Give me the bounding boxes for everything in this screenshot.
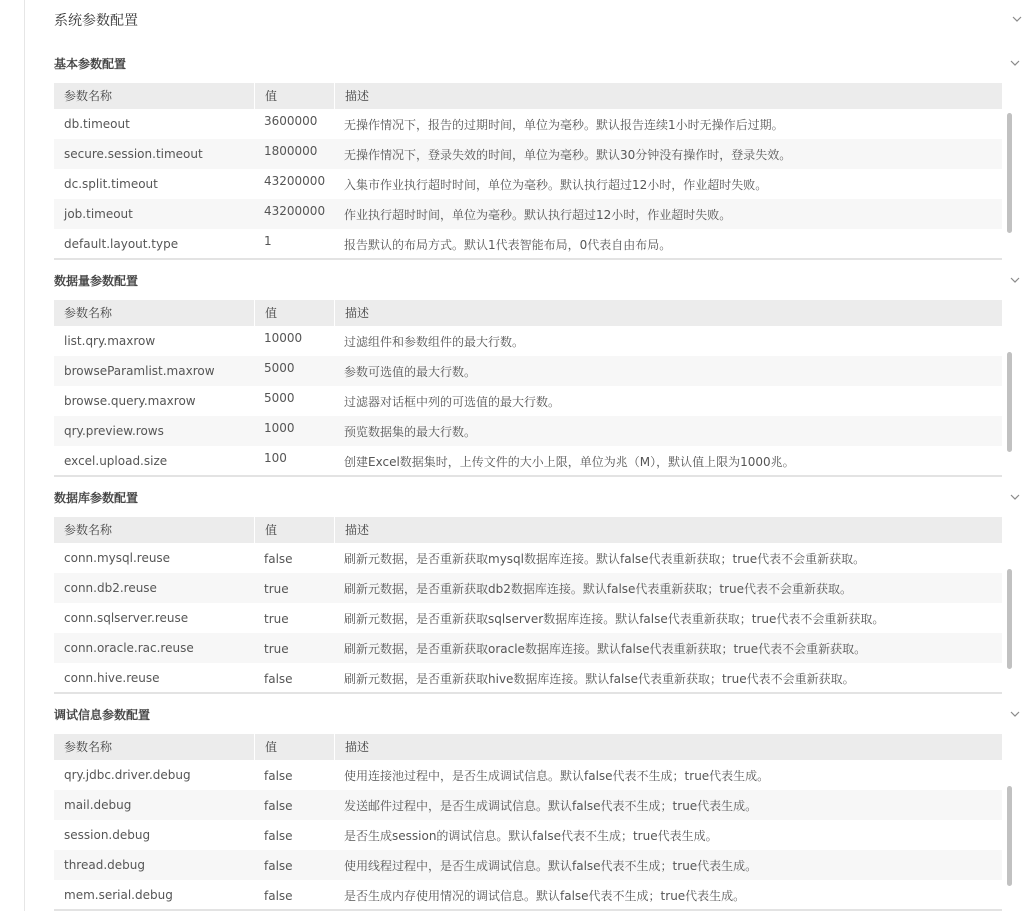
table-header xyxy=(54,517,1002,543)
table-row[interactable] xyxy=(54,199,1002,229)
param-name: session.debug xyxy=(64,828,151,842)
table-row[interactable] xyxy=(54,760,1002,790)
param-value: true xyxy=(264,642,289,656)
param-section xyxy=(54,269,1022,483)
param-description: 报告默认的布局方式。默认1代表智能布局，0代表自由布局。 xyxy=(344,238,672,252)
column-header-value[interactable]: 值 xyxy=(254,517,334,543)
param-name: conn.oracle.rac.reuse xyxy=(64,641,194,655)
table-row[interactable] xyxy=(54,880,1002,910)
param-value: 10000 xyxy=(264,331,303,345)
table-row[interactable] xyxy=(54,229,1002,259)
param-value: 43200000 xyxy=(264,204,326,218)
param-description: 入集市作业执行超时时间，单位为毫秒。默认执行超过12小时，作业超时失败。 xyxy=(344,178,768,192)
param-description: 刷新元数据，是否重新获取sqlserver数据库连接。默认false代表重新获取；true代表不会重新获取。 xyxy=(344,612,885,626)
column-header-name[interactable]: 参数名称 xyxy=(64,89,113,103)
table-header xyxy=(54,300,1002,326)
table-row[interactable] xyxy=(54,790,1002,820)
param-table xyxy=(54,83,1002,263)
table-row[interactable] xyxy=(54,416,1002,446)
column-header-desc[interactable]: 描述 xyxy=(334,300,1002,326)
column-header-name[interactable]: 参数名称 xyxy=(64,523,113,537)
table-row[interactable] xyxy=(54,446,1002,476)
param-name: list.qry.maxrow xyxy=(64,334,156,348)
table-scrollbar-thumb[interactable] xyxy=(1007,113,1012,233)
table-row[interactable] xyxy=(54,850,1002,880)
param-value: false xyxy=(264,672,293,686)
param-value: 1800000 xyxy=(264,144,318,158)
param-name: conn.sqlserver.reuse xyxy=(64,611,189,625)
section-title: 调试信息参数配置 xyxy=(54,708,151,722)
param-name: qry.jdbc.driver.debug xyxy=(64,768,191,782)
param-description: 刷新元数据，是否重新获取hive数据库连接。默认false代表重新获取；true代表不会重新获取。 xyxy=(344,672,855,686)
page-header xyxy=(54,0,1022,38)
param-description: 过滤组件和参数组件的最大行数。 xyxy=(344,335,525,349)
param-name: dc.split.timeout xyxy=(64,177,158,191)
param-description: 预览数据集的最大行数。 xyxy=(344,425,477,439)
column-header-value[interactable]: 值 xyxy=(254,83,334,109)
param-description: 是否生成内存使用情况的调试信息。默认false代表不生成；true代表生成。 xyxy=(344,889,746,903)
param-value: false xyxy=(264,829,293,843)
param-table xyxy=(54,734,1002,914)
param-name: conn.mysql.reuse xyxy=(64,551,171,565)
param-value: 43200000 xyxy=(264,174,326,188)
param-value: 1000 xyxy=(264,421,295,435)
param-value: 5000 xyxy=(264,361,295,375)
param-section xyxy=(54,52,1022,266)
table-row[interactable] xyxy=(54,169,1002,199)
table-row[interactable] xyxy=(54,386,1002,416)
param-description: 作业执行超时时间，单位为毫秒。默认执行超过12小时，作业超时失败。 xyxy=(344,208,732,222)
param-description: 过滤器对话框中列的可选值的最大行数。 xyxy=(344,395,561,409)
column-header-desc[interactable]: 描述 xyxy=(334,83,1002,109)
table-row[interactable] xyxy=(54,820,1002,850)
table-row[interactable] xyxy=(54,109,1002,139)
column-header-name[interactable]: 参数名称 xyxy=(64,306,113,320)
table-row[interactable] xyxy=(54,356,1002,386)
param-name: thread.debug xyxy=(64,858,145,872)
section-title: 基本参数配置 xyxy=(54,57,127,71)
param-description: 刷新元数据，是否重新获取mysql数据库连接。默认false代表重新获取；true代表不会重新获取。 xyxy=(344,552,866,566)
param-description: 无操作情况下，报告的过期时间，单位为毫秒。默认报告连续1小时无操作后过期。 xyxy=(344,118,784,132)
param-section xyxy=(54,486,1022,700)
section-collapse-chevron-icon[interactable] xyxy=(1010,709,1020,719)
param-name: excel.upload.size xyxy=(64,454,168,468)
param-description: 刷新元数据，是否重新获取oracle数据库连接。默认false代表重新获取；true代表不会重新获取。 xyxy=(344,642,867,656)
left-gutter xyxy=(0,0,25,911)
param-name: browseParamlist.maxrow xyxy=(64,364,215,378)
table-bottom-divider xyxy=(54,692,1002,694)
table-scrollbar-thumb[interactable] xyxy=(1007,569,1012,669)
section-collapse-chevron-icon[interactable] xyxy=(1010,275,1020,285)
param-name: conn.db2.reuse xyxy=(64,581,157,595)
column-header-desc[interactable]: 描述 xyxy=(334,734,1002,760)
param-name: browse.query.maxrow xyxy=(64,394,196,408)
table-scrollbar-thumb[interactable] xyxy=(1007,352,1012,452)
param-value: true xyxy=(264,582,289,596)
param-name: qry.preview.rows xyxy=(64,424,164,438)
param-description: 创建Excel数据集时，上传文件的大小上限，单位为兆（M），默认值上限为1000兆。 xyxy=(344,455,795,469)
param-value: true xyxy=(264,612,289,626)
param-description: 使用连接池过程中，是否生成调试信息。默认false代表不生成；true代表生成。 xyxy=(344,769,770,783)
param-value: 100 xyxy=(264,451,287,465)
param-name: db.timeout xyxy=(64,117,130,131)
column-header-value[interactable]: 值 xyxy=(254,734,334,760)
page-title: 系统参数配置 xyxy=(54,13,138,29)
param-description: 参数可选值的最大行数。 xyxy=(344,365,477,379)
collapse-page-chevron-icon[interactable] xyxy=(1012,14,1022,24)
param-table xyxy=(54,300,1002,480)
param-name: job.timeout xyxy=(64,207,133,221)
table-bottom-divider xyxy=(54,258,1002,260)
table-bottom-divider xyxy=(54,475,1002,477)
param-name: secure.session.timeout xyxy=(64,147,203,161)
table-row[interactable] xyxy=(54,573,1002,603)
section-collapse-chevron-icon[interactable] xyxy=(1010,58,1020,68)
param-value: false xyxy=(264,552,293,566)
column-header-desc[interactable]: 描述 xyxy=(334,517,1002,543)
param-description: 是否生成session的调试信息。默认false代表不生成；true代表生成。 xyxy=(344,829,718,843)
param-name: conn.hive.reuse xyxy=(64,671,160,685)
param-description: 发送邮件过程中，是否生成调试信息。默认false代表不生成；true代表生成。 xyxy=(344,799,758,813)
section-title: 数据库参数配置 xyxy=(54,491,139,505)
param-name: mem.serial.debug xyxy=(64,888,173,902)
param-description: 使用线程过程中，是否生成调试信息。默认false代表不生成；true代表生成。 xyxy=(344,859,758,873)
table-scrollbar-thumb[interactable] xyxy=(1007,786,1012,886)
section-title: 数据量参数配置 xyxy=(54,274,139,288)
column-header-name[interactable]: 参数名称 xyxy=(64,740,113,754)
param-description: 刷新元数据，是否重新获取db2数据库连接。默认false代表重新获取；true代表不会重新获取。 xyxy=(344,582,853,596)
param-name: default.layout.type xyxy=(64,237,179,251)
param-value: false xyxy=(264,889,293,903)
table-header xyxy=(54,734,1002,760)
section-collapse-chevron-icon[interactable] xyxy=(1010,492,1020,502)
table-row[interactable] xyxy=(54,139,1002,169)
param-section xyxy=(54,703,1022,917)
param-name: mail.debug xyxy=(64,798,132,812)
param-value: 5000 xyxy=(264,391,295,405)
param-value: 1 xyxy=(264,234,272,248)
table-row[interactable] xyxy=(54,603,1002,633)
param-value: false xyxy=(264,769,293,783)
table-header xyxy=(54,83,1002,109)
param-value: false xyxy=(264,799,293,813)
column-header-value[interactable]: 值 xyxy=(254,300,334,326)
param-description: 无操作情况下，登录失效的时间，单位为毫秒。默认30分钟没有操作时，登录失效。 xyxy=(344,148,792,162)
table-row[interactable] xyxy=(54,326,1002,356)
param-value: 3600000 xyxy=(264,114,318,128)
table-row[interactable] xyxy=(54,543,1002,573)
table-row[interactable] xyxy=(54,663,1002,693)
table-row[interactable] xyxy=(54,633,1002,663)
param-value: false xyxy=(264,859,293,873)
param-table xyxy=(54,517,1002,697)
